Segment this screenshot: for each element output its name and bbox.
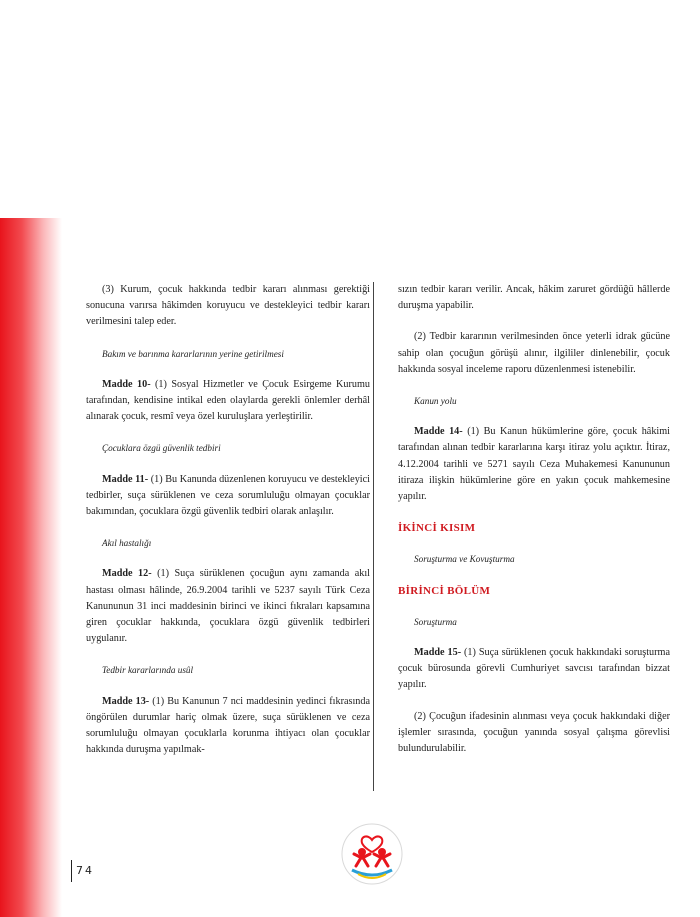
part-heading: İKİNCİ KISIM bbox=[398, 522, 476, 535]
red-side-band bbox=[0, 218, 62, 917]
left-column bbox=[86, 282, 370, 773]
part-heading: BİRİNCİ BÖLÜM bbox=[398, 584, 491, 597]
section-subheading: Soruşturma ve Kovuşturma bbox=[414, 554, 515, 565]
article-paragraph bbox=[86, 566, 370, 647]
article-text: (1) Suça sürüklenen çocuğun aynı zamanda akıl hastası olması hâlinde, 26.9.2004 tarihli ve 5237 sayılı Türk Ceza Kanununun 31 inci maddesinin birinci ve ikinci fıkraları kapsamına giren çocuklar hakkında, çocuklara özgü güvenlik tedbirleri uygulanır. bbox=[86, 568, 370, 645]
article-text: (1) Bu Kanun hükümlerine göre, çocuk hâkimi tarafından alınan tedbir kararlarına karşı itiraz yolu açıktır. İtiraz, 4.12.2004 tarihli ve 5271 sayılı Ceza Muhakemesi Kanununun itiraza ilişkin hükümlerine göre en yakın çocuk mahkemesine yapılır. bbox=[398, 426, 670, 503]
article-paragraph bbox=[86, 694, 370, 759]
page-number: 74 bbox=[71, 860, 94, 882]
continued-paragraph: sızın tedbir kararı verilir. Ancak, hâkim zaruret gördüğü hâllerde duruşma yapabilir. bbox=[398, 284, 670, 312]
children-heart-logo-icon bbox=[340, 822, 404, 886]
section-subheading: Bakım ve barınma kararlarının yerine getirilmesi bbox=[102, 348, 284, 359]
article-text: (1) Suça sürüklenen çocuk hakkındaki soruşturma çocuk bürosunda görevli Cumhuriyet savcısı tarafından bizzat yapılır. bbox=[398, 647, 670, 691]
article-label: Madde 13- bbox=[102, 695, 150, 707]
article-text: (1) Bu Kanunda düzenlenen koruyucu ve destekleyici tedbirler, suça sürüklenen ve ceza sorumluluğu olmayan çocuklar bakımından, çocuklara özgü güvenlik tedbiri olarak anlaşılır. bbox=[86, 473, 370, 518]
paragraph: (3) Kurum, çocuk hakkında tedbir kararı alınması gerektiği sonucuna varırsa hâkimden koruyucu ve destekleyici tedbir kararı verilmesini talep eder. bbox=[86, 284, 370, 328]
section-subheading: Çocuklara özgü güvenlik tedbiri bbox=[102, 443, 221, 454]
article-label: Madde 15- bbox=[414, 647, 462, 659]
section-subheading: Akıl hastalığı bbox=[102, 538, 152, 549]
section-subheading: Soruşturma bbox=[414, 616, 457, 627]
right-column bbox=[398, 282, 670, 772]
article-paragraph bbox=[398, 424, 670, 505]
section-subheading: Kanun yolu bbox=[414, 396, 457, 407]
paragraph: (2) Çocuğun ifadesinin alınması veya çocuk hakkındaki diğer işlemler sırasında, çocuğun yanında sosyal çalışma görevlisi bulundurulabilir. bbox=[398, 710, 670, 755]
article-label: Madde 14- bbox=[414, 426, 463, 438]
article-text: (1) Sosyal Hizmetler ve Çocuk Esirgeme Kurumu tarafından, kendisine intikal eden olaylarda gerekli önlemler derhâl alınarak çocuk, resmî veya özel kuruluşlara yerleştirilir. bbox=[86, 378, 370, 423]
article-paragraph bbox=[86, 472, 370, 521]
article-text: (1) Bu Kanunun 7 nci maddesinin yedinci fıkrasında öngörülen durumlar hariç olmak üzere, suça sürüklenen ve ceza sorumluluğu olmayan çocuklarla korunma ihtiyacı olan çocuklar hakkında duruşma yapılmak- bbox=[86, 695, 370, 756]
paragraph: (2) Tedbir kararının verilmesinden önce yeterli idrak gücüne sahip olan çocuğun görüşü alınır, ilgililer dinlenebilir, çocuk hakkında sosyal inceleme raporu düzenlenmesi istenebilir. bbox=[398, 331, 670, 375]
article-paragraph bbox=[86, 377, 370, 426]
article-label: Madde 12- bbox=[102, 568, 152, 580]
article-paragraph bbox=[398, 645, 670, 694]
column-divider bbox=[373, 282, 374, 791]
article-label: Madde 10- bbox=[102, 378, 151, 390]
article-label: Madde 11- bbox=[102, 473, 149, 485]
section-subheading: Tedbir kararlarında usûl bbox=[102, 665, 194, 676]
